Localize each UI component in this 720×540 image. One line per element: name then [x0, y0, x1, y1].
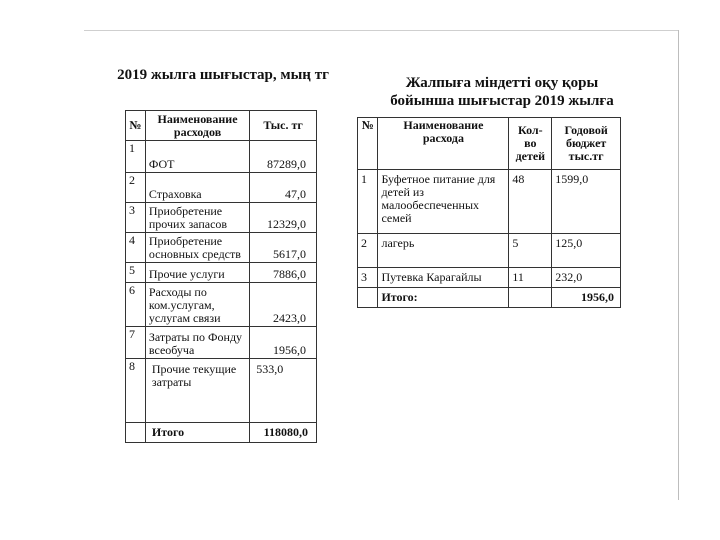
row-count: 5: [509, 234, 552, 268]
row-num: 2: [126, 173, 146, 203]
row-name: Расходы по ком.услугам, услугам связи: [145, 283, 249, 327]
page-edge-right: [678, 30, 679, 500]
total-value: 118080,0: [250, 423, 317, 443]
header-budget: Годовой бюджет тыс.тг: [552, 118, 621, 170]
row-name: Буфетное питание для детей из малообеспеченных семей: [378, 170, 509, 234]
header-num: №: [126, 111, 146, 141]
row-budget: 125,0: [552, 234, 621, 268]
total-label: Итого:: [378, 288, 509, 308]
row-name: Затраты по Фонду всеобуча: [145, 327, 249, 359]
row-name: Страховка: [145, 173, 249, 203]
total-label: Итого: [145, 423, 249, 443]
header-value: Тыс. тг: [250, 111, 317, 141]
row-value: 533,0: [250, 359, 317, 423]
row-num: 2: [358, 234, 378, 268]
table-row: [358, 234, 621, 268]
table-row: [126, 233, 317, 263]
row-num: 8: [126, 359, 146, 423]
page-edge-top: [84, 30, 679, 31]
header-num: №: [358, 118, 378, 170]
left-table-title: 2019 жылга шығыстар, мың тг: [117, 67, 329, 83]
row-num: 7: [126, 327, 146, 359]
row-value: 1956,0: [250, 327, 317, 359]
row-budget: 1599,0: [552, 170, 621, 234]
table-row: [126, 263, 317, 283]
row-num: 5: [126, 263, 146, 283]
header-count: Кол-во детей: [509, 118, 552, 170]
total-count: [509, 288, 552, 308]
row-value: 12329,0: [250, 203, 317, 233]
row-name: Прочие текущие затраты: [145, 359, 249, 423]
table-row: [126, 173, 317, 203]
total-num: [126, 423, 146, 443]
row-value: 7886,0: [250, 263, 317, 283]
total-row: [358, 288, 621, 308]
total-num: [358, 288, 378, 308]
total-value: 1956,0: [552, 288, 621, 308]
expenses-table: [125, 110, 317, 443]
fund-expenses-table: [357, 117, 621, 308]
table-row: [126, 283, 317, 327]
table-row: [358, 268, 621, 288]
right-table-title: [368, 74, 636, 110]
row-value: 47,0: [250, 173, 317, 203]
row-num: 6: [126, 283, 146, 327]
expenses-header-row: [126, 111, 317, 141]
row-value: 2423,0: [250, 283, 317, 327]
row-name: Приобретение основных средств: [145, 233, 249, 263]
row-num: 3: [358, 268, 378, 288]
row-count: 11: [509, 268, 552, 288]
table-row: [126, 327, 317, 359]
fund-header-row: [358, 118, 621, 170]
header-name: Наименование расходов: [145, 111, 249, 141]
row-num: 4: [126, 233, 146, 263]
row-name: Путевка Карагайлы: [378, 268, 509, 288]
row-num: 1: [358, 170, 378, 234]
right-title-line1: Жалпыға міндетті оқу қоры: [405, 75, 599, 91]
row-name: лагерь: [378, 234, 509, 268]
row-name: Прочие услуги: [145, 263, 249, 283]
row-value: 87289,0: [250, 141, 317, 173]
table-row: [358, 170, 621, 234]
row-num: 3: [126, 203, 146, 233]
row-num: 1: [126, 141, 146, 173]
row-name: Приобретение прочих запасов: [145, 203, 249, 233]
table-row: [126, 141, 317, 173]
header-name: Наименование расхода: [378, 118, 509, 170]
right-title-line2: бойынша шығыстар 2019 жылға: [390, 93, 614, 109]
row-count: 48: [509, 170, 552, 234]
row-budget: 232,0: [552, 268, 621, 288]
table-row: [126, 203, 317, 233]
row-name: ФОТ: [145, 141, 249, 173]
table-row: [126, 359, 317, 423]
row-value: 5617,0: [250, 233, 317, 263]
total-row: [126, 423, 317, 443]
